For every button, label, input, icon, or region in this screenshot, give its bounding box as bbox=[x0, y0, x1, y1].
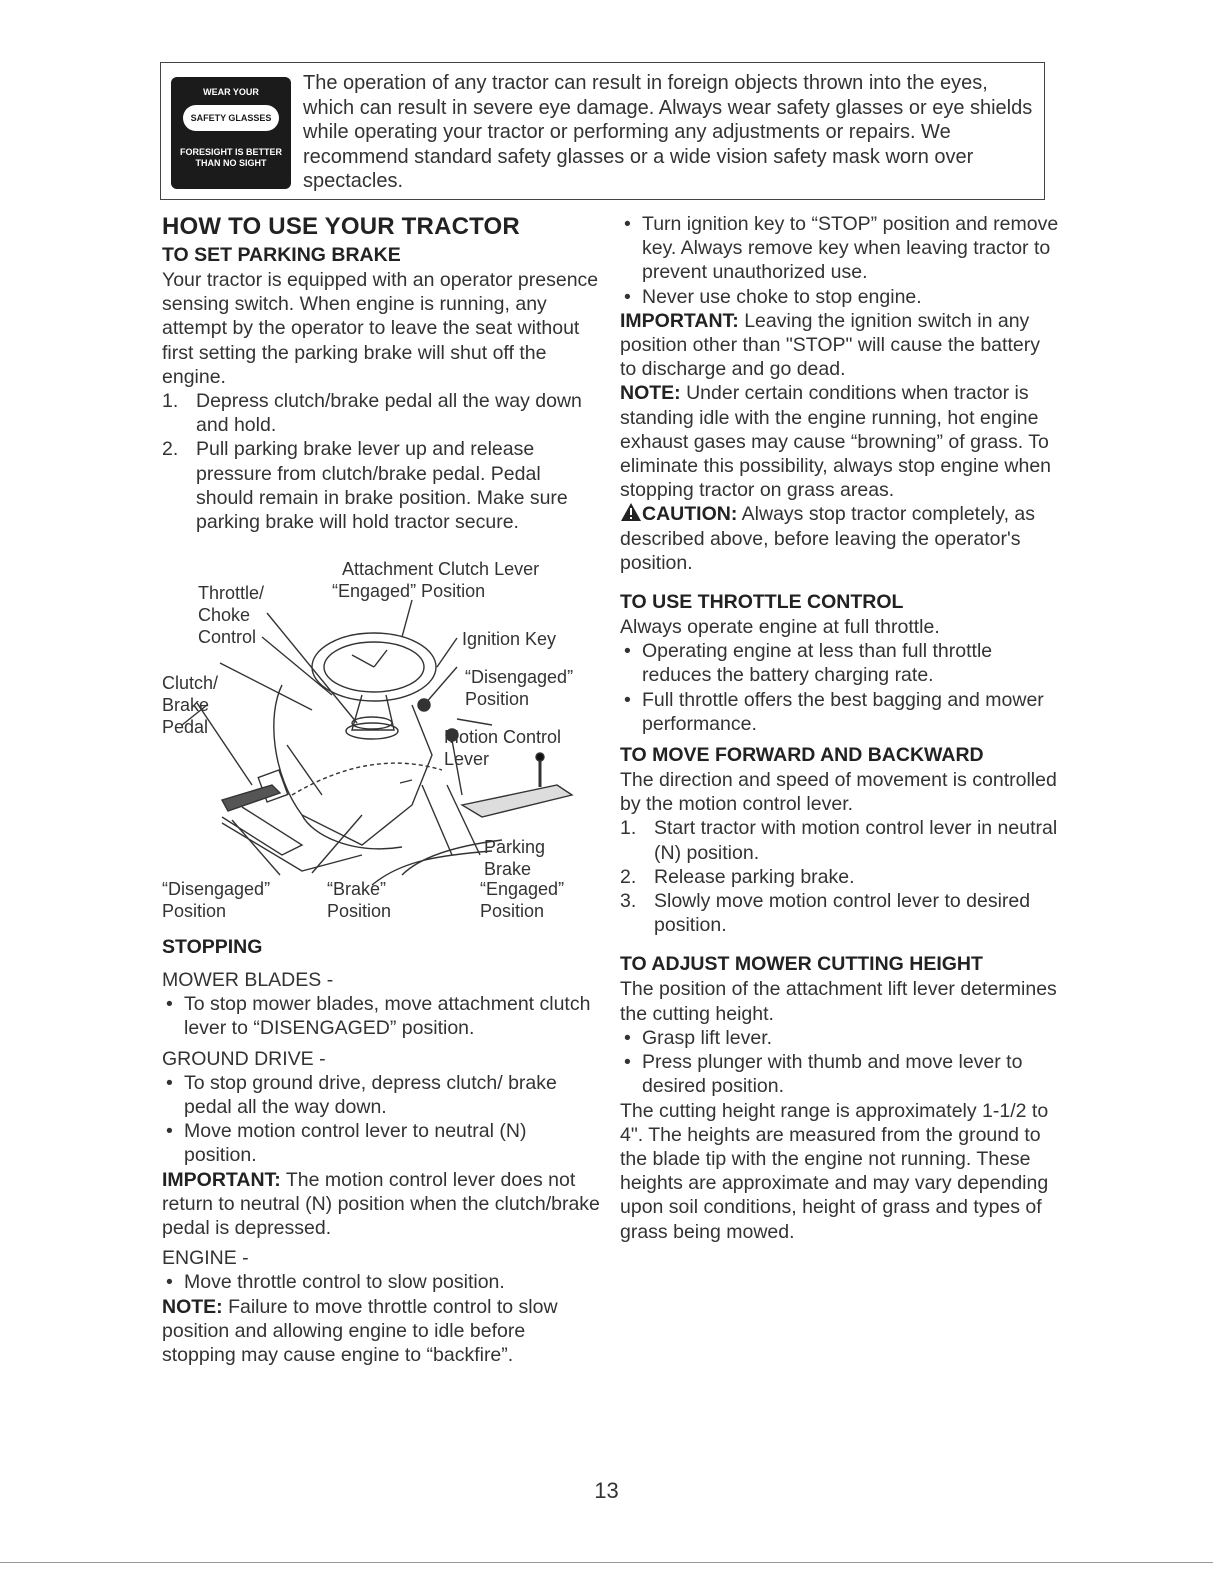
step-number: 3. bbox=[620, 890, 637, 913]
label-control: Control bbox=[198, 627, 257, 647]
goggles-icon bbox=[183, 105, 279, 131]
badge-line-4: THAN NO SIGHT bbox=[195, 158, 267, 168]
step-number: 2. bbox=[162, 438, 179, 461]
parking-step-2 bbox=[162, 437, 602, 534]
mower-blades-bullet: • To stop mower blades, move attachment clutch lever to “DISENGAGED” position. bbox=[162, 992, 602, 1040]
cutting-height-heading: TO ADJUST MOWER CUTTING HEIGHT bbox=[620, 953, 983, 976]
mower-blades-label: MOWER BLADES - bbox=[162, 969, 334, 991]
stopping-section bbox=[162, 934, 602, 1367]
badge-line-3: FORESIGHT IS BETTER bbox=[179, 147, 282, 157]
step-text: Release parking brake. bbox=[654, 865, 855, 888]
throttle-intro: Always operate engine at full throttle. bbox=[620, 616, 940, 639]
important-note-right bbox=[620, 309, 1060, 382]
cutting-height-bullet-1: • Grasp lift lever. bbox=[620, 1026, 1060, 1050]
move-step-1 bbox=[620, 816, 1060, 864]
move-heading: TO MOVE FORWARD AND BACKWARD bbox=[620, 744, 984, 767]
throttle-bullet-2: • Full throttle offers the best bagging and mower performance. bbox=[620, 688, 1060, 736]
parking-brake-intro: Your tractor is equipped with an operator presence sensing switch. When engine is running, any attempt by the operator to leave the seat without first setting the parking brake will shut off the engine. bbox=[162, 269, 599, 388]
label-position-middle: Position bbox=[327, 901, 392, 921]
throttle-bullet-1: • Operating engine at less than full throttle reduces the battery charging rate. bbox=[620, 639, 1060, 687]
warning-triangle-icon bbox=[620, 502, 642, 522]
step-number: 1. bbox=[620, 817, 637, 840]
label-motion-control: Motion Control bbox=[444, 727, 562, 747]
label-attachment-clutch-lever: Attachment Clutch Lever bbox=[342, 559, 540, 579]
important-note-left bbox=[162, 1168, 602, 1241]
important-label: IMPORTANT: bbox=[620, 309, 739, 332]
safety-glasses-notice bbox=[160, 62, 1045, 200]
throttle-heading: TO USE THROTTLE CONTROL bbox=[620, 591, 904, 614]
label-ignition-key: Ignition Key bbox=[462, 629, 557, 649]
label-pedal: Pedal bbox=[162, 717, 209, 737]
engine-bullet: • Move throttle control to slow position. bbox=[162, 1270, 602, 1294]
label-throttle: Throttle/ bbox=[198, 583, 265, 603]
note-left bbox=[162, 1295, 602, 1368]
bottom-rule bbox=[0, 1562, 1213, 1563]
label-position-engaged: Position bbox=[480, 901, 545, 921]
section-title: HOW TO USE YOUR TRACTOR bbox=[162, 213, 520, 240]
badge-line-1: WEAR YOUR bbox=[203, 87, 259, 97]
right-column bbox=[620, 212, 1060, 1244]
label-brake-quoted: “Brake” bbox=[327, 879, 387, 899]
ground-drive-label: GROUND DRIVE - bbox=[162, 1047, 326, 1070]
parking-step-1 bbox=[162, 389, 602, 437]
important-label: IMPORTANT: bbox=[162, 1168, 281, 1191]
label-position-right: Position bbox=[465, 689, 530, 709]
step-number: 2. bbox=[620, 865, 637, 888]
safety-glasses-badge bbox=[171, 77, 291, 189]
ground-drive-bullet-2: • Move motion control lever to neutral (N) position. bbox=[162, 1119, 602, 1167]
stop-key-bullet: • Turn ignition key to “STOP” position and remove key. Always remove key when leaving tractor to prevent unauthorized use. bbox=[620, 212, 1060, 285]
move-step-2 bbox=[620, 865, 1060, 889]
safety-notice-text: The operation of any tractor can result in foreign objects thrown into the eyes, which can result in severe eye damage. Always wear safety glasses or eye shields while operating your tractor or performing any adjustments or repairs. We recommend standard safety glasses or a wide vision safety mask worn over spectacles. bbox=[303, 72, 1033, 192]
label-clutch: Clutch/ bbox=[162, 673, 219, 693]
label-disengaged-left: “Disengaged” bbox=[162, 879, 271, 899]
note-label: NOTE: bbox=[162, 1295, 223, 1318]
note-text: Under certain conditions when tractor is standing idle with the engine running, hot engine exhaust gases may cause “browning” of grass. To eliminate this possibility, always stop engine when stopping tractor on grass areas. bbox=[620, 382, 1052, 502]
label-position-left: Position bbox=[162, 901, 227, 921]
label-parking: Parking bbox=[484, 837, 546, 857]
badge-line-2: SAFETY GLASSES bbox=[190, 113, 272, 123]
important-text: Leaving the ignition switch in any position other than "STOP" will cause the battery to discharge and go dead. bbox=[620, 309, 1040, 381]
label-choke: Choke bbox=[198, 605, 251, 625]
label-lever: Lever bbox=[444, 749, 490, 769]
caution-label: CAUTION: bbox=[642, 503, 738, 526]
cutting-height-range: The cutting height range is approximately 1-1/2 to 4". The heights are measured from the ground to the blade tip with the engine not running. These heights are approximate and may vary depending upon soil conditions, height of grass and types of grass being mowed. bbox=[620, 1099, 1049, 1243]
engine-label: ENGINE - bbox=[162, 1247, 249, 1270]
parking-brake-heading: TO SET PARKING BRAKE bbox=[162, 244, 401, 266]
note-text: Failure to move throttle control to slow position and allowing engine to idle before stopping may cause engine to “backfire”. bbox=[162, 1295, 558, 1367]
step-text: Pull parking brake lever up and release pressure from clutch/brake pedal. Pedal should remain in brake position. Make sure parking brake will hold tractor secure. bbox=[196, 438, 568, 534]
step-text: Depress clutch/brake pedal all the way down and hold. bbox=[196, 390, 582, 437]
cutting-height-intro: The position of the attachment lift lever determines the cutting height. bbox=[620, 978, 1057, 1025]
tractor-controls-diagram bbox=[162, 555, 602, 925]
move-intro: The direction and speed of movement is controlled by the motion control lever. bbox=[620, 769, 1057, 816]
caution-note bbox=[620, 502, 1060, 575]
step-text: Slowly move motion control lever to desired position. bbox=[654, 890, 1031, 937]
label-engaged-position: “Engaged” Position bbox=[332, 581, 486, 601]
step-text: Start tractor with motion control lever in neutral (N) position. bbox=[654, 817, 1058, 864]
label-brake: Brake bbox=[162, 695, 210, 715]
ground-drive-bullet-1: • To stop ground drive, depress clutch/ brake pedal all the way down. bbox=[162, 1071, 602, 1119]
label-disengaged-right: “Disengaged” bbox=[465, 667, 574, 687]
step-number: 1. bbox=[162, 390, 179, 413]
label-engaged-quoted: “Engaged” bbox=[480, 879, 565, 899]
caution-text: Always stop tractor completely, as described above, before leaving the operator's position. bbox=[620, 503, 1035, 574]
cutting-height-bullet-2: • Press plunger with thumb and move lever to desired position. bbox=[620, 1050, 1060, 1098]
left-column bbox=[162, 212, 602, 534]
note-label: NOTE: bbox=[620, 382, 681, 405]
label-parking-brake: Brake bbox=[484, 859, 532, 879]
choke-bullet: • Never use choke to stop engine. bbox=[620, 285, 1060, 309]
important-text: The motion control lever does not return to neutral (N) position when the clutch/brake pedal is depressed. bbox=[162, 1168, 600, 1240]
stopping-heading: STOPPING bbox=[162, 936, 263, 958]
move-step-3 bbox=[620, 889, 1060, 937]
page-number: 13 bbox=[594, 1478, 619, 1503]
note-right bbox=[620, 381, 1060, 502]
